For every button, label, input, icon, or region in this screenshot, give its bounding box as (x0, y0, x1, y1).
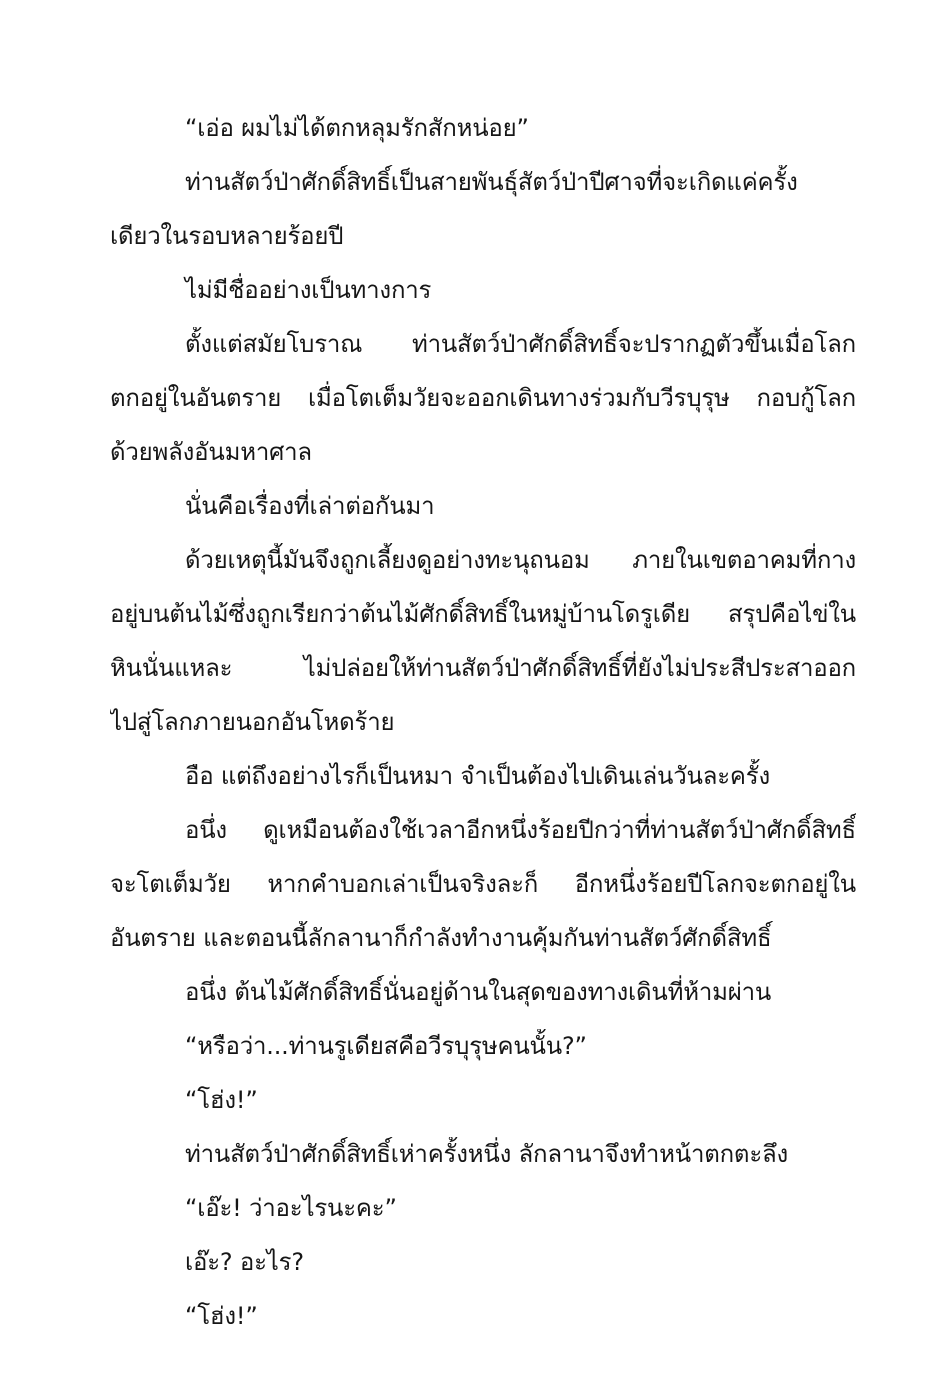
text-line: จะโตเต็มวัย หากคำบอกเล่าเป็นจริงละก็ อีกหนึ่งร้อยปีโลกจะตกอยู่ใน (110, 870, 856, 898)
text-line: “โฮ่ง!” (185, 1086, 258, 1114)
text-line: เดียวในรอบหลายร้อยปี (110, 222, 344, 250)
text-line: อยู่บนต้นไม้ซึ่งถูกเรียกว่าต้นไม้ศักดิ์สิทธิ์ในหมู่บ้านโดรูเดีย สรุปคือไข่ใน (110, 600, 856, 628)
text-line: อนึ่ง ต้นไม้ศักดิ์สิทธิ์นั่นอยู่ด้านในสุดของทางเดินที่ห้ามผ่าน (185, 978, 772, 1006)
text-line: ท่านสัตว์ป่าศักดิ์สิทธิ์เห่าครั้งหนึ่ง ลักลานาจึงทำหน้าตกตะลึง (185, 1140, 789, 1168)
text-line: ด้วยเหตุนี้มันจึงถูกเลี้ยงดูอย่างทะนุถนอม ภายในเขตอาคมที่กาง (185, 546, 856, 574)
text-line: หินนั่นแหละ ไม่ปล่อยให้ท่านสัตว์ป่าศักดิ์สิทธิ์ที่ยังไม่ประสีประสาออก (110, 654, 856, 682)
text-line: เอ๊ะ? อะไร? (185, 1248, 304, 1276)
text-line: “โฮ่ง!” (185, 1302, 258, 1330)
text-line: อือ แต่ถึงอย่างไรก็เป็นหมา จำเป็นต้องไปเดินเล่นวันละครั้ง (185, 762, 770, 790)
text-line: “หรือว่า...ท่านรูเดียสคือวีรบุรุษคนนั้น?” (185, 1032, 587, 1060)
text-line: “เอ๊ะ! ว่าอะไรนะคะ” (185, 1194, 397, 1222)
text-line: ไม่มีชื่ออย่างเป็นทางการ (185, 276, 432, 304)
text-line: อันตราย และตอนนี้ลักลานาก็กำลังทำงานคุ้มกันท่านสัตว์ศักดิ์สิทธิ์ (110, 924, 772, 952)
text-line: อนึ่ง ดูเหมือนต้องใช้เวลาอีกหนึ่งร้อยปีกว่าที่ท่านสัตว์ป่าศักดิ์สิทธิ์ (185, 816, 856, 844)
text-line: นั่นคือเรื่องที่เล่าต่อกันมา (185, 492, 435, 520)
text-line: ท่านสัตว์ป่าศักดิ์สิทธิ์เป็นสายพันธุ์สัตว์ป่าปีศาจที่จะเกิดแค่ครั้ง (185, 168, 798, 196)
text-line: ด้วยพลังอันมหาศาล (110, 438, 312, 466)
text-line: ตกอยู่ในอันตราย เมื่อโตเต็มวัยจะออกเดินทางร่วมกับวีรบุรุษ กอบกู้โลก (110, 384, 856, 412)
text-line: ไปสู่โลกภายนอกอันโหดร้าย (110, 708, 395, 736)
text-line: ตั้งแต่สมัยโบราณ ท่านสัตว์ป่าศักดิ์สิทธิ์จะปรากฏตัวขึ้นเมื่อโลก (185, 330, 856, 358)
text-line: “เอ่อ ผมไม่ได้ตกหลุมรักสักหน่อย” (185, 114, 529, 142)
